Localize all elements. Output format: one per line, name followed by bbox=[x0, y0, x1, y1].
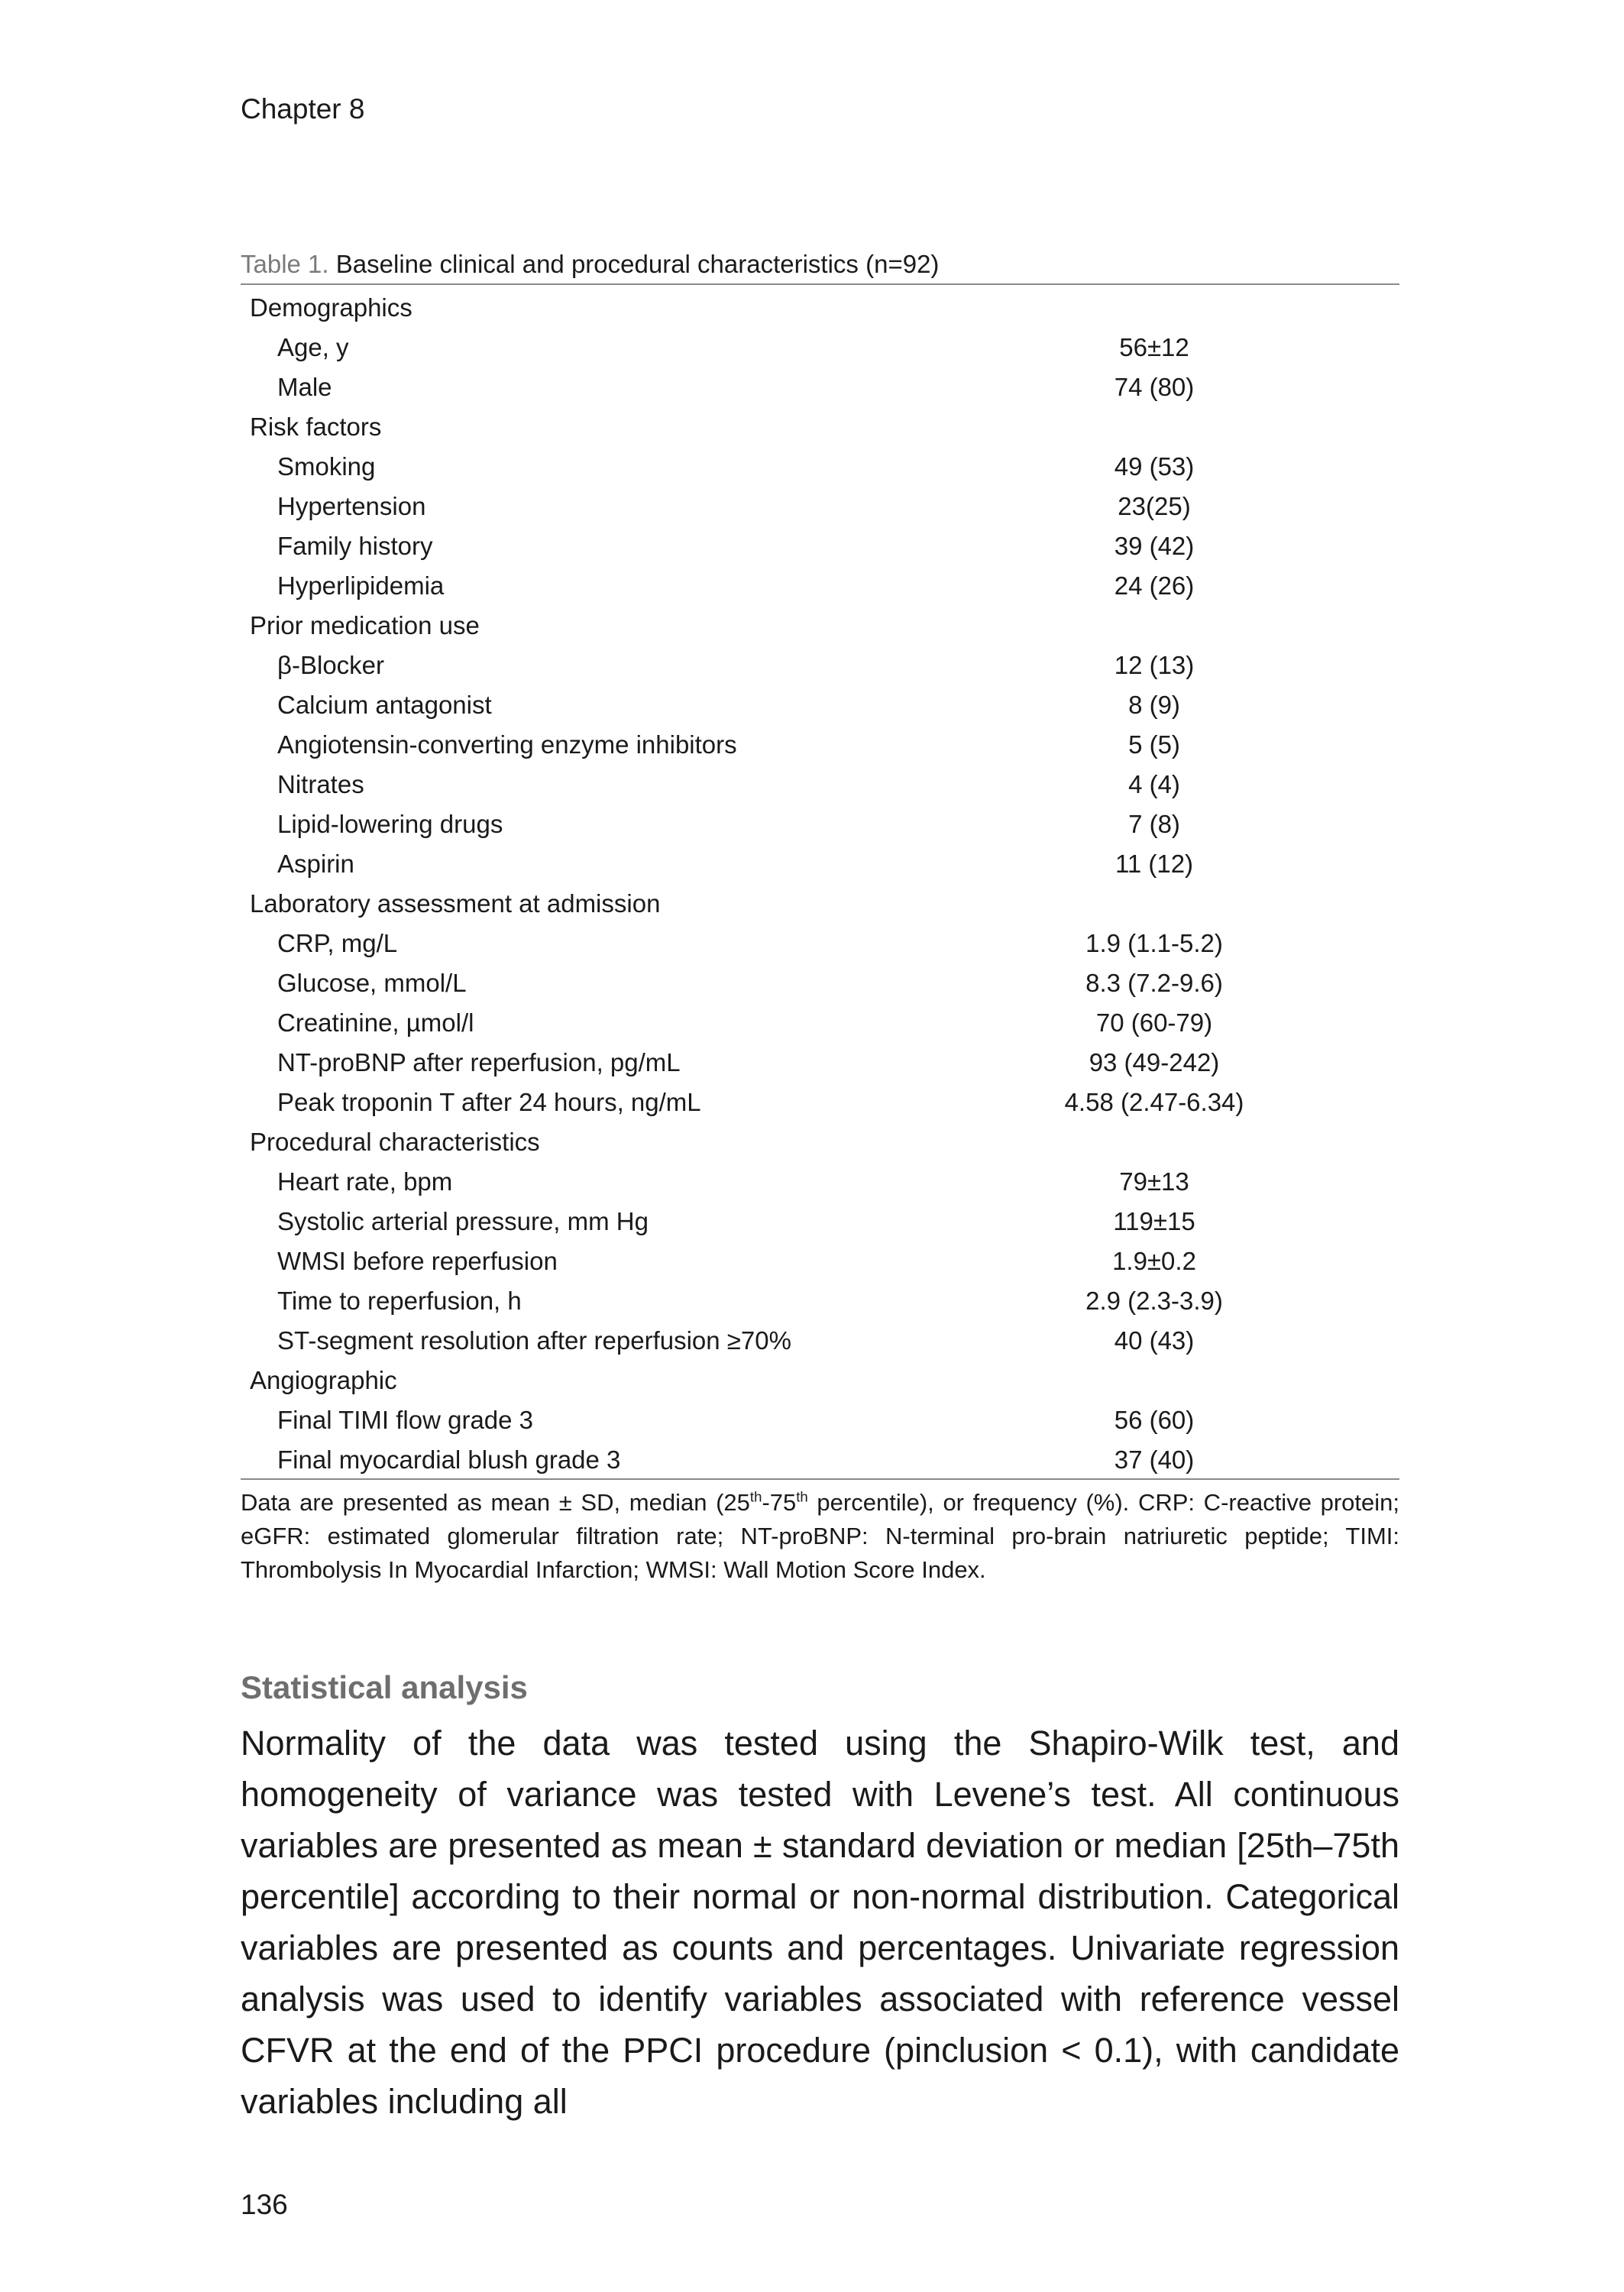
table-section-row bbox=[241, 606, 1399, 646]
row-value: 79±13 bbox=[1119, 1167, 1189, 1196]
row-label: CRP, mg/L bbox=[277, 929, 398, 957]
row-value: 40 (43) bbox=[1114, 1326, 1195, 1355]
table-footnote bbox=[241, 1486, 1399, 1587]
table-section-row bbox=[241, 1361, 1399, 1400]
row-value: 7 (8) bbox=[1128, 810, 1180, 838]
row-value: 23(25) bbox=[1118, 492, 1191, 520]
row-value: 1.9 (1.1-5.2) bbox=[1085, 929, 1223, 957]
row-value: 119±15 bbox=[1113, 1207, 1195, 1235]
row-label: Heart rate, bpm bbox=[277, 1167, 453, 1196]
table-row bbox=[241, 328, 1399, 367]
table-row bbox=[241, 566, 1399, 606]
table-row bbox=[241, 725, 1399, 765]
row-label: Time to reperfusion, h bbox=[277, 1287, 522, 1315]
table-caption-label: Table 1. bbox=[241, 250, 329, 278]
row-value: 11 (12) bbox=[1114, 850, 1194, 878]
section-title: Statistical analysis bbox=[241, 1669, 528, 1705]
table-row bbox=[241, 1202, 1399, 1242]
table-row bbox=[241, 1083, 1399, 1122]
table-section-row bbox=[241, 288, 1399, 328]
table-row bbox=[241, 1162, 1399, 1202]
row-value: 39 (42) bbox=[1114, 532, 1195, 560]
row-label: Nitrates bbox=[277, 770, 364, 798]
row-label: Hypertension bbox=[277, 492, 426, 520]
row-label: Final myocardial blush grade 3 bbox=[277, 1445, 621, 1474]
table-row bbox=[241, 646, 1399, 685]
table-section-row bbox=[241, 884, 1399, 924]
row-label: Procedural characteristics bbox=[250, 1128, 540, 1156]
row-label: Prior medication use bbox=[250, 611, 480, 639]
table-row bbox=[241, 765, 1399, 804]
row-label: NT-proBNP after reperfusion, pg/mL bbox=[277, 1048, 681, 1076]
row-label: Age, y bbox=[277, 333, 349, 361]
table-row bbox=[241, 367, 1399, 407]
row-label: Glucose, mmol/L bbox=[277, 969, 467, 997]
body-paragraph: Normality of the data was tested using the Shapiro-Wilk test, and homogeneity of variance was tested with Levene’s test. All continuous variables are presented as mean ± standard deviation or median [25th–75th percentile] according to their normal or non-normal distribution. Categorical variables are presented as counts and percentages. Univariate regression analysis was used to identify variables associated with reference vessel CFVR at the end of the PPCI procedure (pinclusion < 0.1), with candidate variables including all bbox=[241, 1724, 1399, 2121]
table-row bbox=[241, 963, 1399, 1003]
row-value: 12 (13) bbox=[1114, 651, 1195, 679]
footnote-text-2: -75 bbox=[762, 1489, 797, 1516]
row-value: 93 (49-242) bbox=[1089, 1048, 1220, 1076]
row-label: WMSI before reperfusion bbox=[277, 1247, 558, 1275]
row-value: 37 (40) bbox=[1114, 1445, 1195, 1474]
table-row bbox=[241, 1400, 1399, 1440]
row-label: Hyperlipidemia bbox=[277, 571, 445, 600]
row-label: Calcium antagonist bbox=[277, 691, 492, 719]
table-row bbox=[241, 1242, 1399, 1281]
row-label: Systolic arterial pressure, mm Hg bbox=[277, 1207, 649, 1235]
row-value: 2.9 (2.3-3.9) bbox=[1085, 1287, 1223, 1315]
row-label: Male bbox=[277, 373, 332, 401]
table-caption bbox=[241, 250, 939, 279]
row-value: 4 (4) bbox=[1128, 770, 1180, 798]
table-row bbox=[241, 526, 1399, 566]
row-label: Lipid-lowering drugs bbox=[277, 810, 503, 838]
row-value: 1.9±0.2 bbox=[1112, 1247, 1196, 1275]
row-value: 24 (26) bbox=[1114, 571, 1195, 600]
table-row bbox=[241, 487, 1399, 526]
row-label: ST-segment resolution after reperfusion ≥70% bbox=[277, 1326, 791, 1355]
row-value: 5 (5) bbox=[1128, 730, 1180, 759]
characteristics-table bbox=[241, 288, 1399, 1480]
table-row bbox=[241, 1321, 1399, 1361]
table-top-rule bbox=[241, 283, 1399, 285]
table-section-row bbox=[241, 407, 1399, 447]
row-label: Risk factors bbox=[250, 413, 382, 441]
row-value: 8 (9) bbox=[1128, 691, 1180, 719]
row-value: 56 (60) bbox=[1114, 1406, 1195, 1434]
footnote-sup-1: th bbox=[749, 1488, 762, 1505]
table-row bbox=[241, 685, 1399, 725]
table-bottom-rule bbox=[241, 1478, 1399, 1480]
table-row bbox=[241, 844, 1399, 884]
table-section-row bbox=[241, 1122, 1399, 1162]
chapter-heading: Chapter 8 bbox=[241, 93, 365, 125]
row-value: 49 (53) bbox=[1114, 452, 1195, 481]
row-label: Angiotensin-converting enzyme inhibitors bbox=[277, 730, 737, 759]
page-number: 136 bbox=[241, 2189, 288, 2220]
footnote-text-1: Data are presented as mean ± SD, median (25 bbox=[241, 1489, 750, 1516]
row-value: 56±12 bbox=[1119, 333, 1189, 361]
row-value: 70 (60-79) bbox=[1095, 1008, 1213, 1037]
table-caption-text: Baseline clinical and procedural characteristics (n=92) bbox=[335, 250, 940, 278]
table-row bbox=[241, 1281, 1399, 1321]
table-row bbox=[241, 1003, 1399, 1043]
table-row bbox=[241, 1043, 1399, 1083]
row-label: Creatinine, µmol/l bbox=[277, 1008, 474, 1037]
row-label: Angiographic bbox=[250, 1366, 397, 1394]
table-row bbox=[241, 447, 1399, 487]
row-label: Final TIMI flow grade 3 bbox=[277, 1406, 534, 1434]
table-row bbox=[241, 924, 1399, 963]
row-label: Smoking bbox=[277, 452, 376, 481]
row-label: Peak troponin T after 24 hours, ng/mL bbox=[277, 1088, 701, 1116]
row-label: Laboratory assessment at admission bbox=[250, 889, 661, 918]
row-value: 8.3 (7.2-9.6) bbox=[1085, 969, 1223, 997]
row-label: β-Blocker bbox=[277, 651, 385, 679]
table-row bbox=[241, 804, 1399, 844]
table-row bbox=[241, 1440, 1399, 1480]
row-value: 4.58 (2.47-6.34) bbox=[1064, 1088, 1244, 1116]
row-label: Demographics bbox=[250, 293, 412, 322]
footnote-text-3: percentile), or frequency (%). CRP: C-reactive protein; eGFR: estimated glomerular filtration rate; NT-proBNP: N-terminal pro-brain natriuretic peptide; TIMI: Thrombolysis In Myocardial Infarction; WMSI: Wall Motion Score Index. bbox=[241, 1489, 1399, 1583]
footnote-sup-2: th bbox=[796, 1488, 808, 1505]
row-value: 74 (80) bbox=[1114, 373, 1195, 401]
row-label: Aspirin bbox=[277, 850, 354, 878]
row-label: Family history bbox=[277, 532, 433, 560]
